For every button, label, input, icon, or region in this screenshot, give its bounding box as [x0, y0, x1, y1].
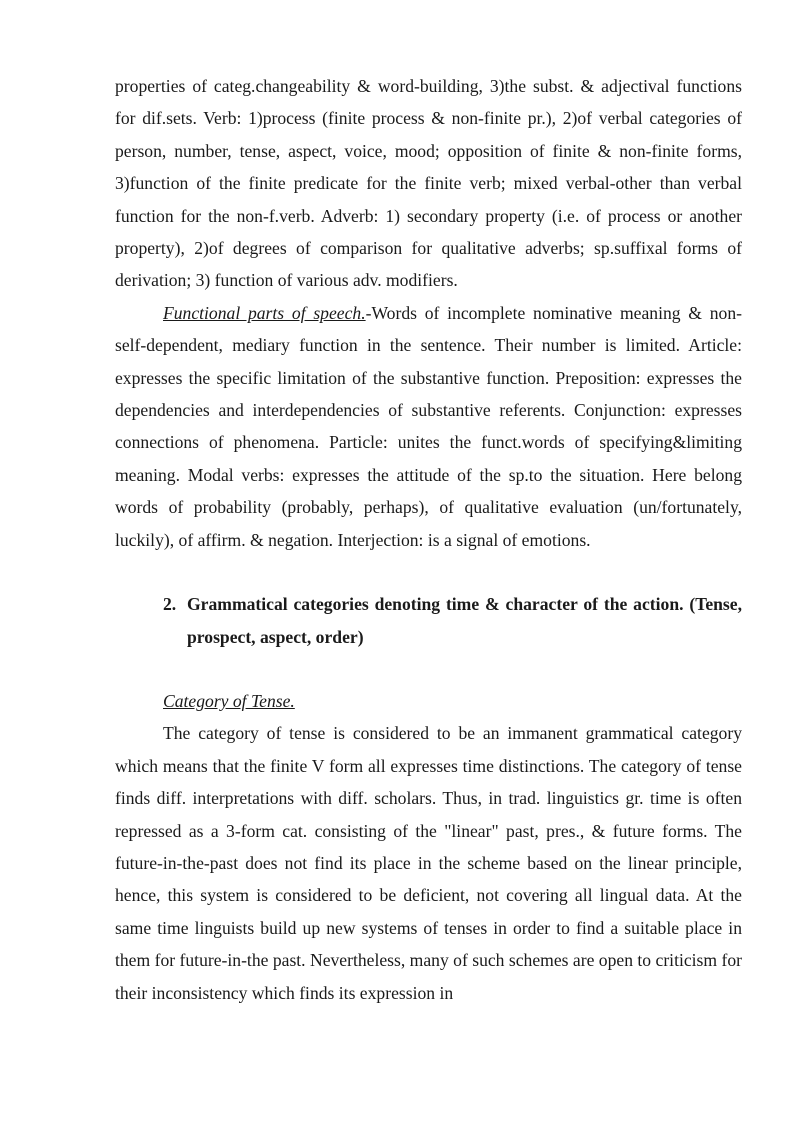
paragraph-verb-adverb: properties of categ.changeability & word-building, 3)the subst. & adjectival functions for dif.sets. Verb: 1)process (finite process & non-finite pr.), 2)of verbal categories of person, number, tense, aspect, voice, mood; opposition of finite & non-finite forms, 3)function of the finite predicate for the finite verb; mixed verbal-other than verbal function for the non-f.verb. Adverb: 1) secondary property (i.e. of process or another property), 2)of degrees of comparison for qualitative adverbs; sp.suffixal forms of derivation; 3) function of various adv. modifiers. [115, 76, 742, 291]
section-number: 2. [163, 594, 177, 615]
term-functional-parts: Functional parts of speech. [163, 302, 366, 323]
subheading-tense [115, 685, 742, 717]
paragraph-functional-parts [115, 297, 742, 556]
document-page [115, 70, 742, 1009]
paragraph-tense: The category of tense is considered to be an immanent grammatical category which means that the finite V form all expresses time distinctions. The category of tense finds diff. interpretations with diff. scholars. Thus, in trad. linguistics gr. time is often repressed as a 3-form cat. consisting of the "linear" past, pres., & future forms. The future-in-the-past does not find its place in the scheme based on the linear principle, hence, this system is considered to be deficient, not covering all lingual data. At the same time linguists build up new systems of tenses in order to find a suitable place in them for future-in-the past. Nevertheless, many of such schemes are open to criticism for their inconsistency which finds its expression in [115, 723, 742, 1003]
section-title: Grammatical categories denoting time & character of the action. (Tense, prospect, aspect, order) [187, 594, 742, 647]
subheading-text: Category of Tense. [163, 690, 295, 711]
functional-parts-text: -Words of incomplete nominative meaning & non-self-dependent, mediary function in the sentence. Their number is limited. Article: expresses the specific limitation of the substantive function. Preposition: expresses the dependencies and interdependencies of substantive referents. Conjunction: expresses connections of phenomena. Particle: unites the funct.words of specifying&limiting meaning. Modal verbs: expresses the attitude of the sp.to the situation. Here belong words of probability (probably, perhaps), of qualitative evaluation (un/fortunately, luckily), of affirm. & negation. Interjection: is a signal of emotions. [115, 302, 742, 550]
section-heading [115, 556, 742, 653]
